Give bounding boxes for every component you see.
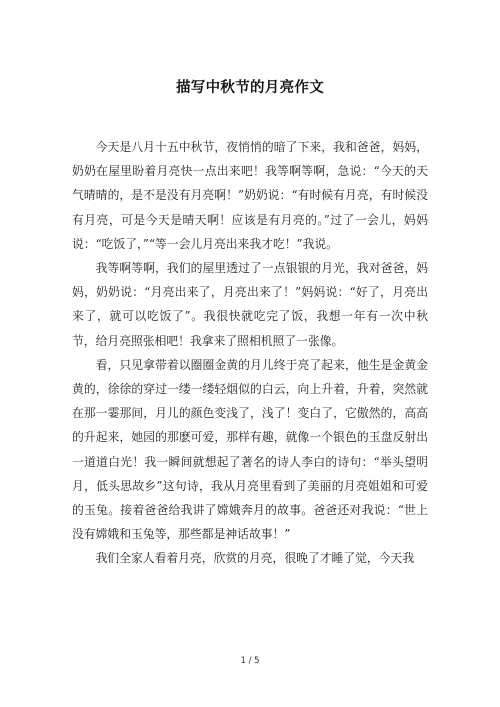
document-title: 描写中秋节的月亮作文 <box>176 80 324 96</box>
paragraph: 我等啊等啊，我们的屋里透过了一点银银的月光，我对爸爸，妈妈，奶奶说：“月亮出来了，月亮出来了！”妈妈说：“好了，月亮出来了，就可以吃饭了”。我很快就吃完了饭，我想一年有一次中秋节，给月亮照张相吧！我拿来了照相机照了一张像。 <box>72 261 428 348</box>
paragraph: 我们全家人看着月亮，欣赏的月亮，很晚了才睡了觉，今天我 <box>95 551 415 566</box>
paragraph: 看，只见拿带着以圈圈金黄的月儿终于亮了起来，他生是金黄金黄的，徐徐的穿过一缕一缕轻烟似的白云，向上升着，升着，突然就在那一霎那间，月儿的颜色变浅了，浅了！变白了，它傲然的，高高的升起来，她园的那麽可爱，那样有趣，就像一个银色的玉盘反射出一道道白光！我一瞬间就想起了著名的诗人李白的诗句：“举头望明月，低头思故乡”这句诗，我从月亮里看到了美丽的月亮姐姐和可爱的玉兔。接着爸爸给我讲了嫦娥奔月的故事。爸爸还对我说：“世上没有嫦娥和玉兔等，那些都是神话故事！” <box>72 357 428 542</box>
page-number: 1 / 5 <box>240 656 260 666</box>
paragraph: 今天是八月十五中秋节，夜悄悄的暗了下来，我和爸爸，妈妈，奶奶在屋里盼着月亮快一点出来吧！我等啊等啊，急说：“今天的天气晴晴的，是不是没有月亮啊！”奶奶说：“有时候有月亮，有时候没有月亮，可是今天是晴天啊！应该是有月亮的。”过了一会儿，妈妈说：“吃饭了，”“等一会儿月亮出来我才吃！”我说。 <box>72 140 428 251</box>
document-body <box>72 135 428 571</box>
